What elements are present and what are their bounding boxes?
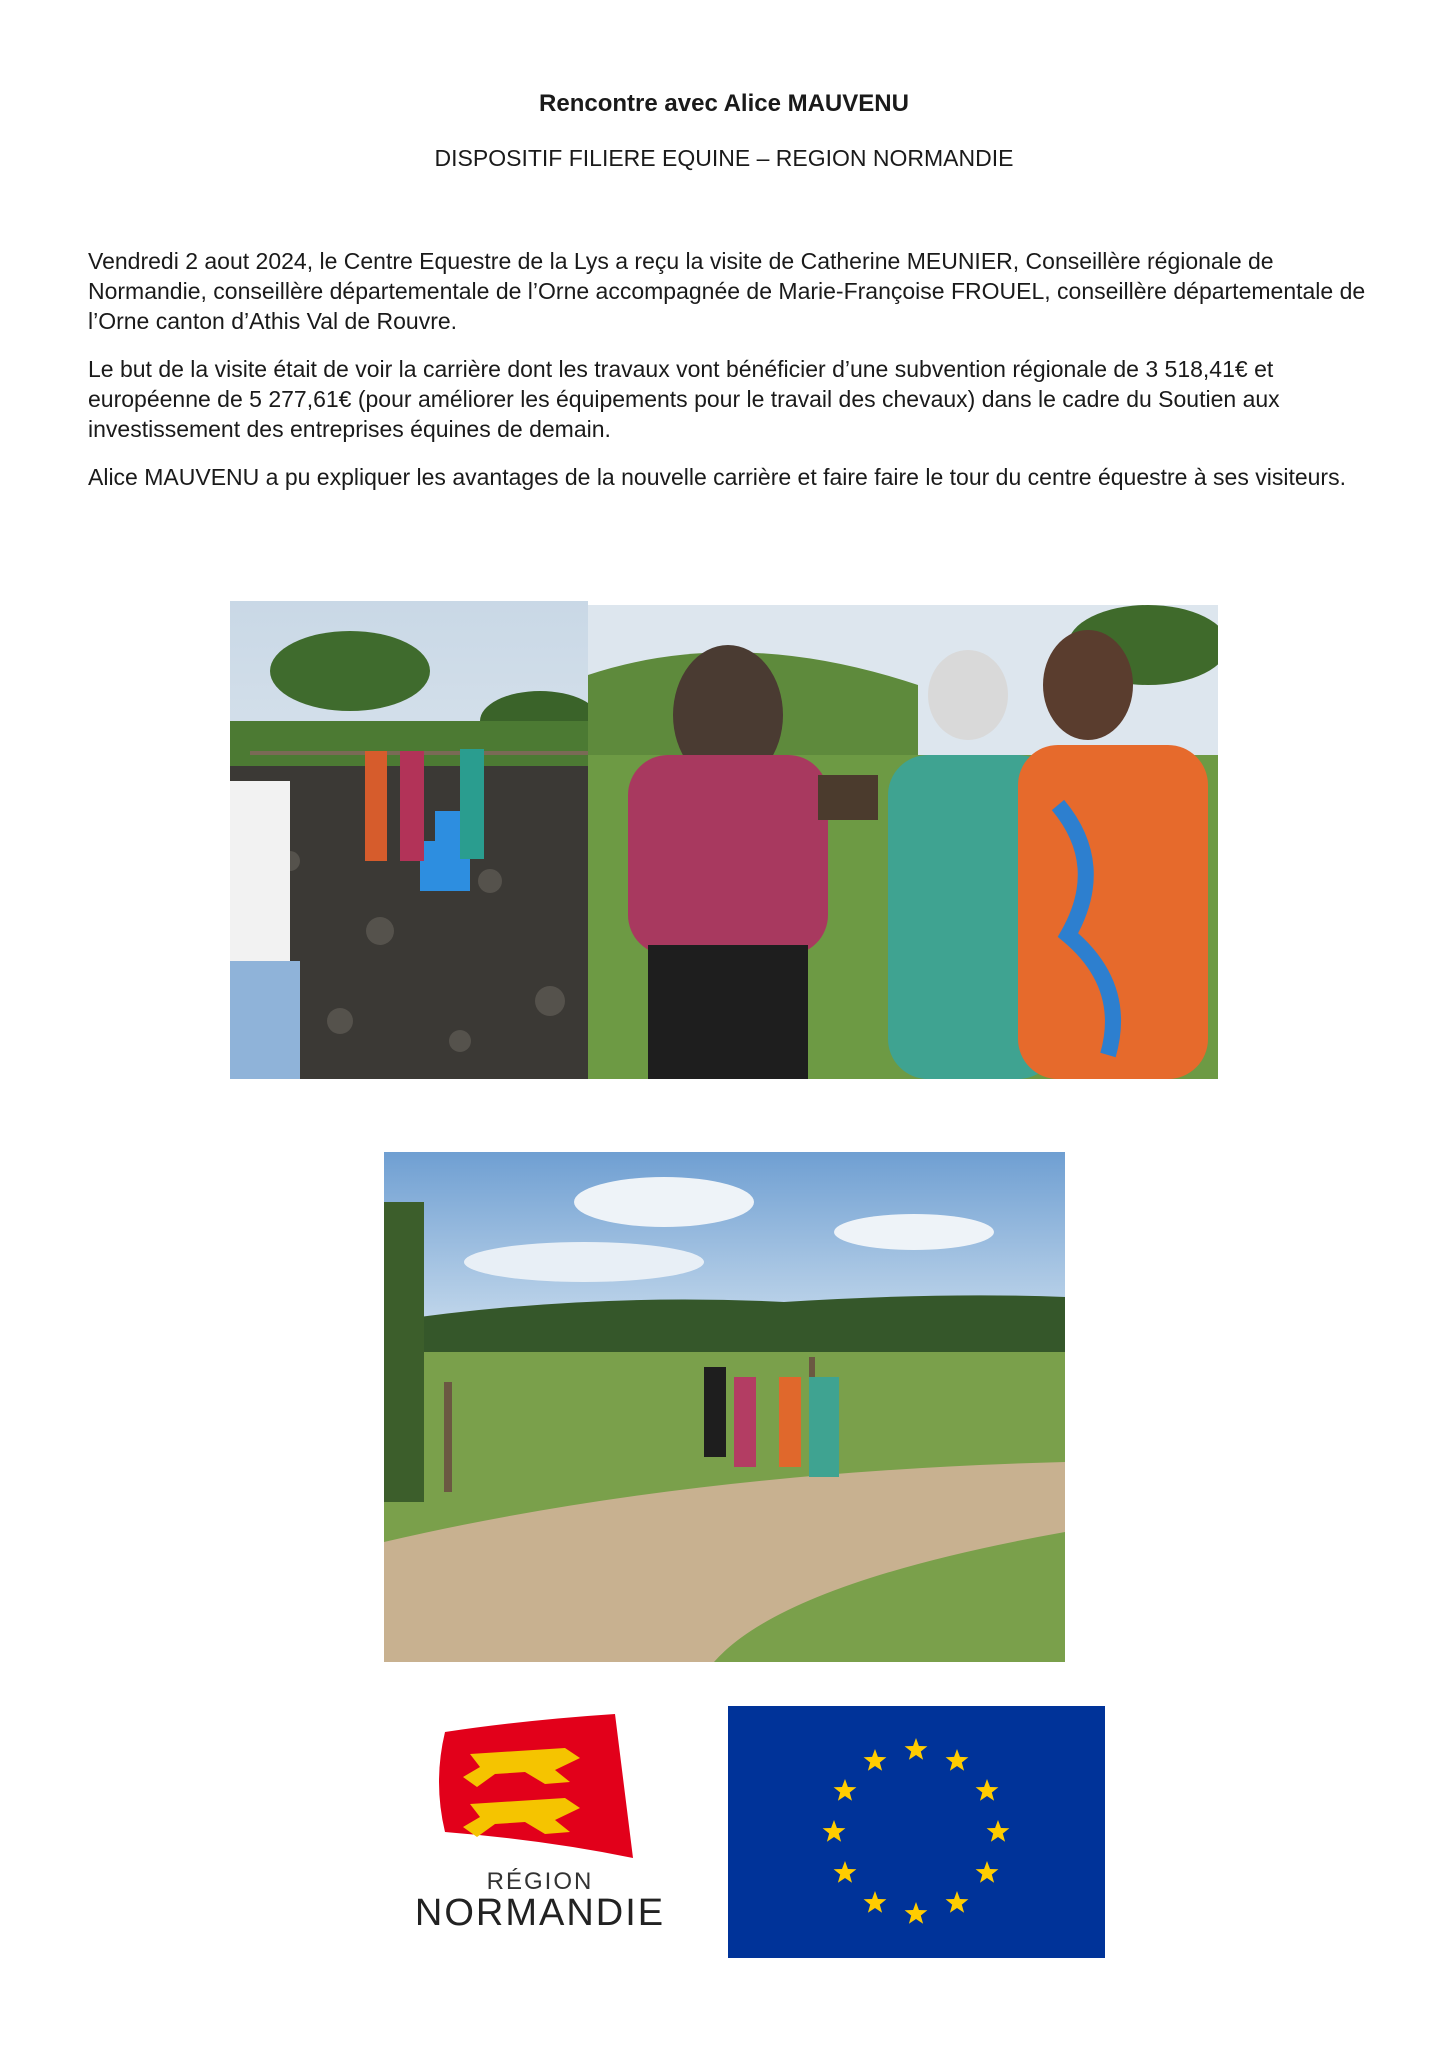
region-label: RÉGION [486, 1868, 594, 1895]
normandie-label: NORMANDIE [414, 1892, 666, 1934]
eu-flag-icon [728, 1706, 1105, 1958]
paragraph-purpose: Le but de la visite était de voir la carrière dont les travaux vont bénéficier d’une subvention régionale de 3 518,41€ et européenne de 5 277,61€ (pour améliorer les équipements pour le travail des chevaux) dans le cadre du Soutien aux investissement des entreprises équines de demain. [88, 356, 1280, 442]
eu-flag [728, 1706, 1105, 1958]
photo-arena-visit [230, 601, 588, 1079]
document-subtitle: DISPOSITIF FILIERE EQUINE – REGION NORMANDIE [434, 145, 1014, 171]
paragraph-visit: Vendredi 2 aout 2024, le Centre Equestre de la Lys a reçu la visite de Catherine MEUNIER, Conseillère régionale de Normandie, conseillère départementale de l’Orne accompagnée de Marie-Françoise FROUEL, conseillère départementale de l’Orne canton d’Athis Val de Rouvre. [88, 248, 1366, 334]
normandie-flag-icon [405, 1712, 675, 1867]
body-text [88, 246, 1373, 510]
region-normandie-logo [405, 1712, 675, 1937]
paragraph-tour: Alice MAUVENU a pu expliquer les avantages de la nouvelle carrière et faire faire le tour du centre équestre à ses visiteurs. [88, 464, 1346, 490]
document-title: Rencontre avec Alice MAUVENU [539, 90, 909, 117]
photo-visitors-talking [588, 605, 1218, 1079]
photo-tour-walk [384, 1152, 1065, 1662]
